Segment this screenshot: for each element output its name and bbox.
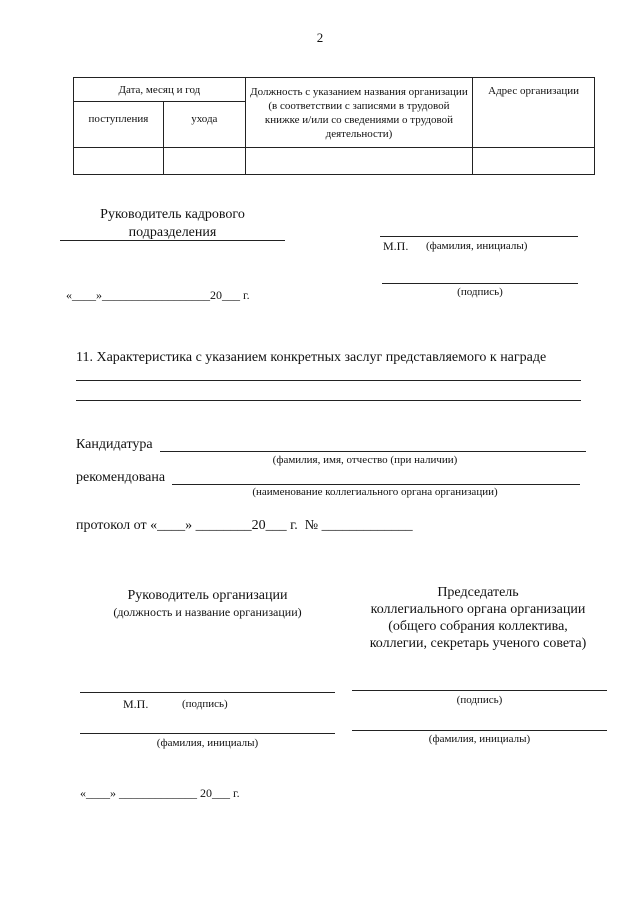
col-position-header: Должность с указанием названия организации (в соответствии с записями в трудовой книжке и/или со сведениями о трудовой деятельности) (245, 78, 472, 148)
entry-cell[interactable] (74, 148, 164, 175)
head-signature-line[interactable] (80, 692, 335, 693)
col-entry-header: поступления (74, 102, 164, 148)
head-org-title: Руководитель организации (127, 588, 288, 603)
section11-line-1[interactable] (76, 380, 581, 381)
candidacy-label: Кандидатура (76, 437, 153, 452)
page-number: 2 (316, 30, 324, 45)
chairman-line1: Председатель (437, 585, 519, 600)
hr-title-line1: Руководитель кадрового (100, 207, 245, 222)
chairman-signature-line[interactable] (352, 690, 607, 691)
hr-signature-caption: (подпись) (457, 286, 503, 298)
chairman-signature-caption: (подпись) (456, 694, 503, 706)
head-signature-caption: (подпись) (182, 698, 228, 710)
employment-table (73, 77, 595, 175)
hr-mp: М.П. (383, 239, 409, 253)
col-exit-header: ухода (163, 102, 245, 148)
chairman-line4: коллегии, секретарь ученого совета) (369, 636, 587, 651)
chairman-line3: (общего собрания коллектива, (388, 619, 568, 634)
chairman-name-caption: (фамилия, инициалы) (428, 733, 531, 745)
head-org-subtitle: (должность и название организации) (113, 605, 302, 619)
protocol-line[interactable]: протокол от «____» ________20___ г. № _____________ (76, 518, 413, 533)
hr-signature-line[interactable] (382, 283, 578, 284)
address-cell[interactable] (473, 148, 595, 175)
candidacy-caption: (фамилия, имя, отчество (при наличии) (272, 454, 458, 466)
recommended-caption: (наименование коллегиального органа организации) (252, 486, 498, 498)
col-date-header: Дата, месяц и год (74, 78, 246, 102)
section11-line-2[interactable] (76, 400, 581, 401)
chairman-name-line[interactable] (352, 730, 607, 731)
candidacy-line[interactable] (160, 451, 586, 452)
hr-date-line[interactable]: «____»__________________20___ г. (66, 288, 250, 302)
hr-title-line2: подразделения (128, 225, 217, 240)
exit-cell[interactable] (163, 148, 245, 175)
hr-name-caption: (фамилия, инициалы) (426, 240, 528, 252)
recommended-label: рекомендована (76, 470, 166, 485)
position-cell[interactable] (245, 148, 472, 175)
section11-heading: 11. Характеристика с указанием конкретных заслуг представляемого к награде (76, 350, 547, 365)
hr-title-underline (60, 240, 285, 241)
final-date-line[interactable]: «____» _____________ 20___ г. (80, 786, 240, 800)
head-name-line[interactable] (80, 733, 335, 734)
chairman-line2: коллегиального органа организации (370, 602, 586, 617)
hr-name-line[interactable] (380, 236, 578, 237)
col-address-header: Адрес организации (473, 78, 595, 148)
head-name-caption: (фамилия, инициалы) (156, 737, 259, 749)
recommended-line[interactable] (172, 484, 580, 485)
head-mp: М.П. (123, 697, 149, 711)
